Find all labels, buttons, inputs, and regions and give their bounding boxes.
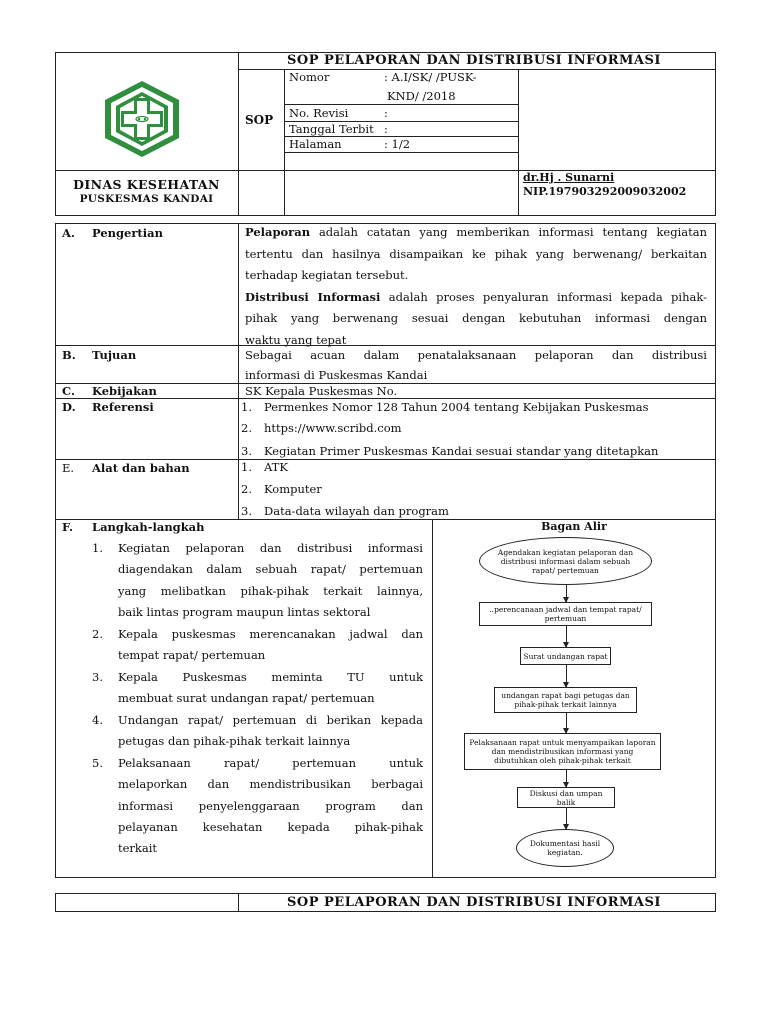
flow-step-box: Surat undangan rapat bbox=[520, 647, 611, 665]
divider bbox=[238, 52, 239, 216]
divider bbox=[284, 152, 518, 153]
flow-arrow bbox=[566, 770, 567, 787]
flow-step-box: undangan rapat bagi petugas dan pihak-pihak terkait lainnya bbox=[494, 687, 637, 713]
step-line: Kepala Puskesmas meminta TU untuk bbox=[118, 670, 423, 684]
kebijakan-text: SK Kepala Puskesmas No. bbox=[245, 384, 398, 398]
flow-arrow bbox=[566, 665, 567, 687]
section-a-label: Pengertian bbox=[92, 226, 163, 240]
flow-arrow bbox=[566, 713, 567, 733]
step-text bbox=[118, 667, 423, 710]
section-d-code: D. bbox=[62, 400, 76, 414]
step-text bbox=[118, 753, 423, 859]
divider bbox=[284, 104, 518, 105]
flow-arrow bbox=[566, 585, 567, 602]
step-num: 5. bbox=[92, 756, 103, 770]
section-c-label: Kebijakan bbox=[92, 384, 157, 398]
flow-title: Bagan Alir bbox=[541, 520, 607, 533]
divider bbox=[55, 398, 716, 399]
step-line: petugas dan pihak-pihak terkait lainnya bbox=[118, 734, 351, 749]
divider bbox=[238, 893, 239, 912]
step-num: 3. bbox=[92, 670, 103, 684]
section-e-code: E. bbox=[62, 461, 75, 475]
referensi-item: Kegiatan Primer Puskesmas Kandai sesuai standar yang ditetapkan bbox=[264, 444, 659, 458]
section-a-code: A. bbox=[62, 226, 75, 240]
step-text bbox=[118, 538, 423, 623]
step-line: membuat surat undangan rapat/ pertemuan bbox=[118, 691, 375, 706]
divider bbox=[432, 519, 433, 878]
nomor-label: Nomor bbox=[289, 70, 330, 84]
terbit-value: : bbox=[384, 122, 388, 136]
step-line: yang melibatkan pihak-pihak terkait lainnya, bbox=[118, 583, 423, 598]
alat-item: Data-data wilayah dan program bbox=[264, 504, 449, 518]
alat-num: 2. bbox=[241, 482, 252, 496]
referensi-item: Permenkes Nomor 128 Tahun 2004 tentang Kebijakan Puskesmas bbox=[264, 400, 649, 414]
page-title: SOP PELAPORAN DAN DISTRIBUSI INFORMASI bbox=[287, 53, 661, 68]
terbit-label: Tanggal Terbit bbox=[289, 122, 374, 136]
tujuan-line: informasi di Puskesmas Kandai bbox=[245, 368, 428, 382]
flow-step-box: Pelaksanaan rapat untuk menyampaikan laporan dan mendistribusikan informasi yang dibutuhkan oleh pihak-pihak terkait bbox=[464, 733, 661, 770]
flow-end-oval: Dokumentasi hasil kegiatan. bbox=[516, 829, 614, 867]
definition-text: tertentu dan hasilnya disampaikan ke pihak yang berwenang/ berkaitan bbox=[245, 246, 707, 261]
referensi-num: 1. bbox=[241, 400, 252, 414]
section-a-text bbox=[245, 222, 707, 351]
section-e-label: Alat dan bahan bbox=[92, 461, 190, 475]
step-line: Pelaksanaan rapat/ pertemuan untuk bbox=[118, 756, 423, 770]
step-line: Undangan rapat/ pertemuan di berikan kepada bbox=[118, 713, 423, 727]
step-num: 4. bbox=[92, 713, 103, 727]
footer-title: SOP PELAPORAN DAN DISTRIBUSI INFORMASI bbox=[287, 895, 661, 910]
definition-text: pihak yang berwenang sesuai dengan kebutuhan informasi dengan bbox=[245, 311, 707, 325]
sop-label: SOP bbox=[245, 113, 274, 127]
step-line: baik lintas program maupun lintas sektoral bbox=[118, 604, 371, 619]
step-line: diagendakan dalam sebuah rapat/ pertemuan bbox=[118, 562, 423, 577]
flow-arrow bbox=[566, 626, 567, 647]
divider bbox=[238, 223, 239, 519]
alat-item: Komputer bbox=[264, 482, 322, 496]
section-c-code: C. bbox=[62, 384, 75, 398]
step-line: tempat rapat/ pertemuan bbox=[118, 648, 266, 663]
divider bbox=[284, 69, 285, 216]
section-b-text bbox=[245, 345, 707, 385]
divider bbox=[55, 170, 716, 171]
step-text bbox=[118, 710, 423, 753]
divider bbox=[518, 69, 519, 216]
flow-arrow bbox=[566, 808, 567, 829]
halaman-label: Halaman bbox=[289, 137, 342, 151]
signatory-nip: NIP.197903292009032002 bbox=[523, 185, 687, 198]
org-unit: PUSKESMAS KANDAI bbox=[79, 193, 214, 205]
tujuan-line: Sebagai acuan dalam penatalaksanaan pelaporan dan distribusi bbox=[245, 348, 707, 362]
step-line: melaporkan dan mendistribusikan berbagai bbox=[118, 777, 423, 792]
section-f-label: Langkah-langkah bbox=[92, 520, 205, 534]
nomor-value: : A.I/SK/ /PUSK- bbox=[384, 70, 477, 84]
flow-step-box: ..perencanaan jadwal dan tempat rapat/ pertemuan bbox=[479, 602, 652, 626]
step-num: 2. bbox=[92, 627, 103, 641]
term-pelaporan: Pelaporan bbox=[245, 225, 311, 239]
alat-num: 1. bbox=[241, 460, 252, 474]
referensi-num: 2. bbox=[241, 421, 252, 435]
section-d-label: Referensi bbox=[92, 400, 154, 414]
step-line: Kegiatan pelaporan dan distribusi informasi bbox=[118, 541, 423, 555]
revisi-value: : bbox=[384, 106, 388, 120]
term-distribusi: Distribusi Informasi bbox=[245, 289, 381, 304]
step-line: informasi penyelenggaraan program dan bbox=[118, 798, 423, 813]
revisi-label: No. Revisi bbox=[289, 106, 349, 120]
alat-item: ATK bbox=[264, 460, 288, 474]
definition-text: adalah proses penyaluran informasi kepada pihak- bbox=[380, 289, 707, 304]
org-name: DINAS KESEHATAN bbox=[73, 177, 220, 192]
section-b-label: Tujuan bbox=[92, 348, 137, 362]
definition-text: adalah catatan yang memberikan informasi tentang kegiatan bbox=[310, 225, 707, 239]
puskesmas-logo-icon bbox=[100, 78, 184, 160]
nomor-value-2: KND/ /2018 bbox=[387, 89, 456, 103]
referensi-num: 3. bbox=[241, 444, 252, 458]
section-f-code: F. bbox=[62, 520, 74, 534]
halaman-value: : 1/2 bbox=[384, 137, 411, 151]
referensi-link[interactable]: https://www.scribd.com bbox=[264, 421, 402, 435]
step-line: Kepala puskesmas merencanakan jadwal dan bbox=[118, 627, 423, 641]
alat-num: 3. bbox=[241, 504, 252, 518]
flow-start-oval: Agendakan kegiatan pelaporan dan distribusi informasi dalam sebuah rapat/ pertemuan bbox=[479, 537, 652, 585]
flow-step-box: Diskusi dan umpan balik bbox=[517, 787, 615, 808]
definition-text: waktu yang tepat bbox=[245, 332, 347, 347]
step-line: pelayanan kesehatan kepada pihak-pihak bbox=[118, 819, 423, 834]
signatory-name: dr.Hj . Sunarni bbox=[523, 171, 615, 184]
step-num: 1. bbox=[92, 541, 103, 555]
section-b-code: B. bbox=[62, 348, 76, 362]
divider bbox=[55, 459, 716, 460]
step-text bbox=[118, 624, 423, 667]
definition-text: terhadap kegiatan tersebut. bbox=[245, 268, 409, 282]
step-line: terkait bbox=[118, 841, 158, 856]
